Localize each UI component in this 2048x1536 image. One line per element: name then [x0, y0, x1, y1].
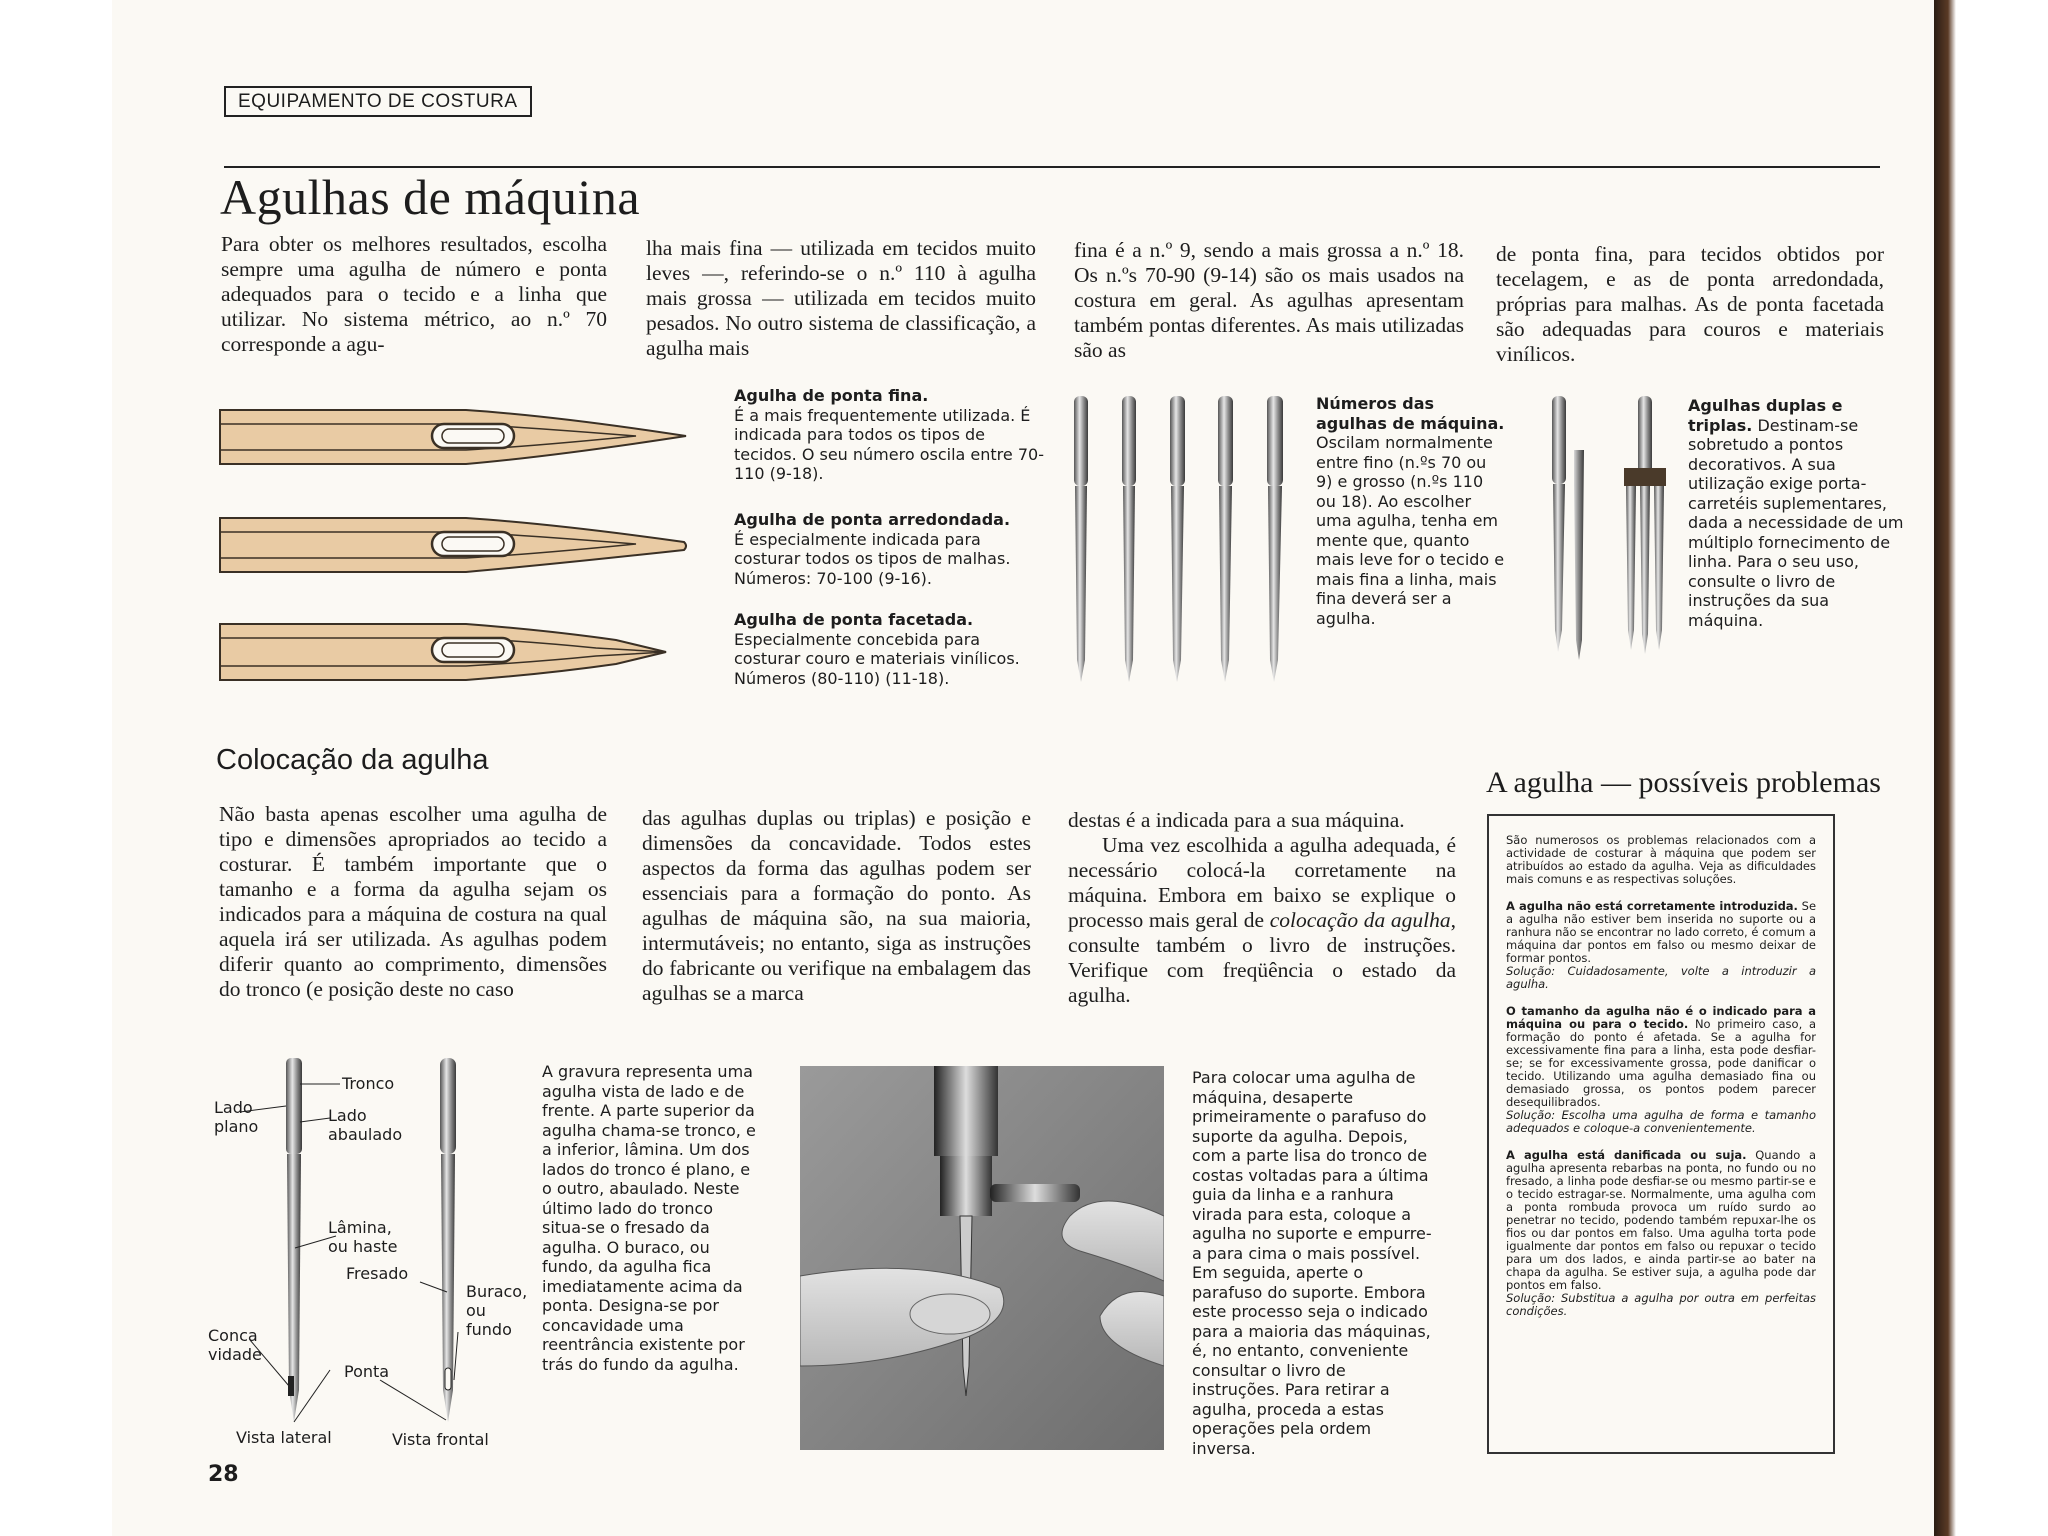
label-buraco: Buraco, ou fundo — [466, 1282, 528, 1339]
side-view-needle — [286, 1058, 302, 1422]
round-point-needle — [220, 518, 686, 572]
problem-2-solution: Solução: Escolha uma agulha de forma e tamanho adequados e coloque-a convenientemente. — [1506, 1108, 1816, 1135]
label-lado-abaulado: Lado abaulado — [328, 1106, 403, 1144]
label-lamina: Lâmina, ou haste — [328, 1218, 398, 1256]
intro-column-1: Para obter os melhores resultados, escolha sempre uma agulha de número e ponta adequados para o tecido e a linha que utilizar. No sistema métrico, ao n.º 70 corresponde a agu- — [221, 232, 607, 356]
label-fresado: Fresado — [346, 1264, 409, 1283]
double-needle — [1552, 396, 1584, 660]
needle-numbers-title: Números das agulhas de máquina. — [1316, 394, 1505, 433]
page-title: Agulhas de máquina — [220, 169, 641, 225]
placement-col3-text-1: Uma vez escolhida a agulha adequada, é necessário colocá-la corretamente na máquina. Embora em baixo se explique o processo mais geral de — [1068, 833, 1456, 932]
needle-size-5 — [1267, 396, 1283, 682]
placement-heading: Colocação da agulha — [216, 744, 489, 776]
problems-box — [1487, 814, 1835, 1454]
photo-caption: Para colocar uma agulha de máquina, desaperte primeiramente o parafuso do suporte da agulha. Depois, com a parte lisa do tronco de costas voltadas para a última guia da linha e a ranhura virada para esta, coloque a agulha no suporte e empurre-a para cima o mais possível. Em seguida, aperte o parafuso do suporte. Embora este processo seja o indicado para a maioria das máquinas, é, no entanto, conveniente consultar o livro de instruções. Para retirar a agulha, proceda a estas operações pela ordem inversa. — [1192, 1068, 1432, 1458]
label-ponta: Ponta — [344, 1362, 390, 1381]
needle-type-sharp-text: É a mais frequentemente utilizada. É indicada para todos os tipos de tecidos. O seu número oscila entre 70-110 (9-18). — [734, 405, 1044, 483]
needle-numbers-text: Oscilam normalmente entre fino (n.ºs 70 ou 9) e grosso (n.ºs 110 ou 18). Ao escolher uma agulha, tenha em mente que, quanto mais leve for o tecido e mais fina a linha, mais fina deverá ser a agulha. — [1316, 433, 1505, 628]
needle-type-round-title: Agulha de ponta arredondada. — [734, 510, 1011, 529]
needle-size-4 — [1218, 396, 1233, 682]
label-tronco: Tronco — [342, 1074, 395, 1093]
sharp-point-needle — [220, 410, 686, 464]
placement-column-3 — [1068, 808, 1456, 1008]
placement-column-2: das agulhas duplas ou triplas) e posição e dimensões da concavidade. Todos estes aspectos da forma das agulhas podem ser essenciais para a formação do ponto. As agulhas de máquina são, na sua maioria, intermutáveis; no entanto, siga as instruções do fabricante ou verifique na embalagem das agulhas se a marca — [642, 806, 1031, 1005]
problem-item-3 — [1506, 1149, 1816, 1318]
problem-1-solution: Solução: Cuidadosamente, volte a introduzir a agulha. — [1506, 964, 1816, 991]
wedge-point-needle — [220, 624, 666, 680]
label-vista-frontal: Vista frontal — [392, 1430, 489, 1449]
needle-type-sharp-caption — [734, 386, 1044, 484]
needle-type-sharp-title: Agulha de ponta fina. — [734, 386, 929, 405]
double-triple-title: Agulhas duplas e triplas. — [1688, 396, 1843, 435]
problem-item-1 — [1506, 900, 1816, 991]
placement-column-3-part-b — [1068, 833, 1456, 1008]
double-triple-text: Destinam-se sobretudo a pontos decorativos. A sua utilização exige porta-carretéis suplementares, dada a necessidade de um múltiplo fornecimento de linha. Para o seu uso, consulte o livro de instruções da sua máquina. — [1688, 415, 1904, 630]
placement-col3-text-2: , consulte também o livro de instruções. Verifique com freqüência o estado da agulha. — [1068, 908, 1456, 1007]
label-concavidade: Concavidade — [208, 1326, 262, 1364]
needle-type-round-text: É especialmente indicada para costurar todos os tipos de malhas. Números: 70-100 (9-16). — [734, 529, 1011, 588]
problem-item-2 — [1506, 1005, 1816, 1135]
needle-type-wedge-caption — [734, 610, 1044, 688]
label-lado-plano: Lado plano — [214, 1098, 259, 1136]
placement-column-1: Não basta apenas escolher uma agulha de tipo e dimensões apropriados ao tecido a costurar. É também importante que o tamanho e a forma da agulha sejam os indicados para a máquina de costura na qual aquela irá ser utilizada. As agulhas podem diferir quanto ao comprimento, dimensões do tronco (e posição deste no caso — [219, 802, 607, 1001]
placement-col3-italic: colocação da agulha — [1269, 908, 1451, 932]
page-number: 28 — [208, 1462, 239, 1487]
double-triple-needles-illustration — [1540, 390, 1690, 670]
problem-1-text: Se a agulha não estiver bem inserida no suporte ou a ranhura não se encontrar no lado correto, é comum a máquina dar pontos em falso ou mesmo deixar de formar pontos. — [1506, 899, 1817, 965]
label-vista-lateral: Vista lateral — [236, 1428, 332, 1447]
needle-type-round-caption — [734, 510, 1044, 588]
anatomy-caption: A gravura representa uma agulha vista de lado e de frente. A parte superior da agulha chama-se tronco, e a inferior, lâmina. Um dos lados do tronco é plano, e o outro, abaulado. Neste último lado do tronco situa-se o fresado da agulha. O buraco, ou fundo, da agulha fica imediatamente acima da ponta. Designa-se por concavidade uma reentrância existente por trás do fundo da agulha. — [542, 1062, 756, 1374]
intro-column-3: fina é a n.º 9, sendo a mais grossa a n.º 18. Os n.ºs 70-90 (9-14) são os mais usados na costura em geral. As agulhas apresentam também pontas diferentes. As mais utilizadas são as — [1074, 238, 1464, 362]
needle-size-3 — [1170, 396, 1185, 682]
triple-needle — [1624, 396, 1666, 654]
needle-points-illustration — [216, 396, 696, 692]
problem-2-text: No primeiro caso, a formação do ponto é afetada. Se a agulha for excessivamente fina para a linha, esta pode desfiar-se; se for excessivamente grossa, pode danificar o tecido. Utilizando uma agulha demasiado fina ou demasiado grossa, os pontos podem parecer desequilibrados. — [1506, 1017, 1816, 1109]
problems-intro: São numerosos os problemas relacionados com a actividade de costurar à máquina que podem ser atribuídos ao estado da agulha. Veja as dificuldades mais comuns e as respectivas soluções. — [1506, 833, 1816, 886]
needle-size-2 — [1122, 396, 1136, 682]
problems-title: A agulha — possíveis problemas — [1486, 766, 1881, 799]
intro-column-4: de ponta fina, para tecidos obtidos por tecelagem, e as de ponta arredondada, próprias para malhas. As de ponta facetada são adequadas para couros e materiais vinílicos. — [1496, 242, 1884, 366]
needle-sizes-illustration — [1064, 390, 1308, 690]
problem-3-solution: Solução: Substitua a agulha por outra em perfeitas condições. — [1506, 1291, 1816, 1318]
page-edge-shadow — [1934, 0, 2048, 1536]
needle-insertion-photo — [800, 1066, 1164, 1450]
double-triple-caption — [1688, 396, 1904, 630]
front-view-needle — [440, 1058, 456, 1422]
problem-3-text: Quando a agulha apresenta rebarbas na ponta, no fundo ou no fresado, a linha pode desfiar-se ou mesmo partir-se e o tecido estragar-se. Normalmente, uma agulha com a ponta rombuda provoca um ruído surdo ao penetrar no tecido, podendo também repuxar-lhe os fios ou dar pontos em falso. Uma agulha torta pode igualmente dar pontos em falso ou repuxar o tecido para um dos lados, e ainda partir-se ao bater na chapa da agulha. Se estiver suja, a agulha pode dar pontos em falso. — [1506, 1148, 1816, 1292]
needle-type-wedge-text: Especialmente concebida para costurar couro e materiais vinílicos. Números (80-110) (11-18). — [734, 629, 1020, 688]
intro-column-2: lha mais fina — utilizada em tecidos muito leves —, referindo-se o n.º 110 à agulha mais grossa — utilizada em tecidos muito pesados. No outro sistema de classificação, a agulha mais — [646, 236, 1036, 360]
problem-1-title: A agulha não está corretamente introduzida. — [1506, 899, 1798, 913]
needle-size-1 — [1074, 396, 1088, 682]
needle-type-wedge-title: Agulha de ponta facetada. — [734, 610, 974, 629]
problem-2-title: O tamanho da agulha não é o indicado para a máquina ou para o tecido. — [1506, 1004, 1816, 1031]
placement-column-3-part-a: destas é a indicada para a sua máquina. — [1068, 808, 1405, 832]
section-label: EQUIPAMENTO DE COSTURA — [224, 86, 532, 117]
needle-numbers-caption — [1316, 394, 1506, 628]
problem-3-title: A agulha está danificada ou suja. — [1506, 1148, 1747, 1162]
